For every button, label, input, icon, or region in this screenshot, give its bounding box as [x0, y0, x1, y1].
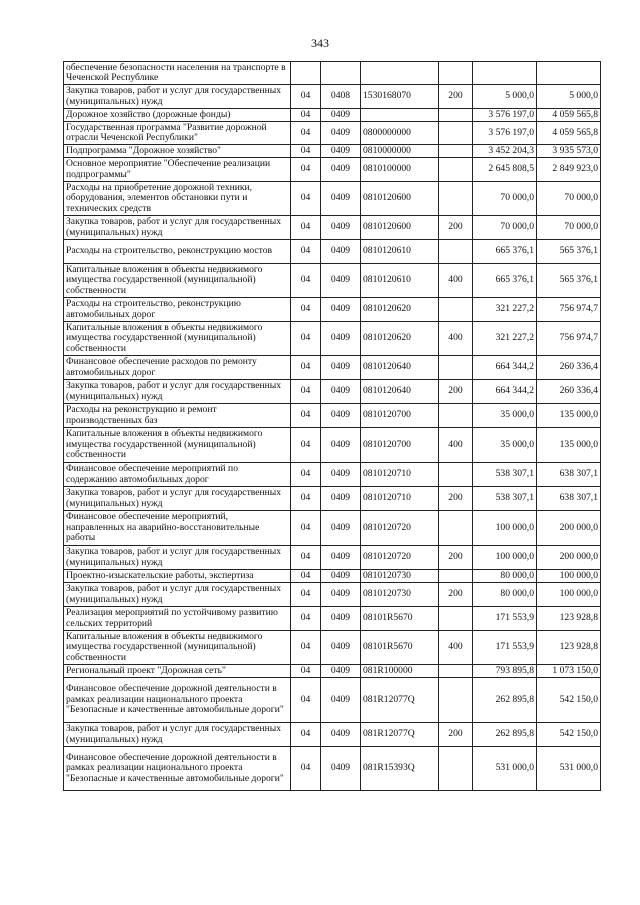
cell-v2: 4 059 565,8 — [537, 109, 601, 122]
cell-name: Основное мероприятие "Обеспечение реализации подпрограммы" — [64, 158, 291, 182]
table-row — [64, 298, 601, 322]
cell-v2: 5 000,0 — [537, 85, 601, 109]
table-row — [64, 583, 601, 607]
cell-v2: 2 849 923,0 — [537, 158, 601, 182]
cell-sec: 04 — [291, 511, 321, 546]
cell-sec: 04 — [291, 109, 321, 122]
cell-v2: 200 000,0 — [537, 511, 601, 546]
cell-v1: 5 000,0 — [473, 85, 537, 109]
cell-name: Капитальные вложения в объекты недвижимого имущества государственной (муниципальной) собственности — [64, 264, 291, 298]
cell-name: обеспечение безопасности населения на транспорте в Чеченской Республике — [64, 62, 291, 85]
cell-art: 081R12077Q — [361, 723, 439, 747]
cell-v2: 4 059 565,8 — [537, 122, 601, 145]
cell-type: 200 — [439, 380, 473, 404]
cell-type — [439, 356, 473, 380]
cell-type — [439, 145, 473, 158]
cell-v1: 171 553,9 — [473, 631, 537, 665]
cell-art: 0810120730 — [361, 570, 439, 583]
cell-sub: 0409 — [321, 631, 361, 665]
cell-name: Региональный проект "Дорожная сеть" — [64, 665, 291, 678]
cell-sec: 04 — [291, 216, 321, 240]
cell-art: 0810120620 — [361, 322, 439, 356]
cell-v1: 793 895,8 — [473, 665, 537, 678]
cell-v1: 100 000,0 — [473, 546, 537, 570]
cell-art: 0810000000 — [361, 145, 439, 158]
cell-sec: 04 — [291, 122, 321, 145]
cell-type — [439, 678, 473, 723]
cell-sec: 04 — [291, 240, 321, 264]
table-row — [64, 487, 601, 511]
table-row — [64, 322, 601, 356]
cell-v2 — [537, 62, 601, 85]
cell-type — [439, 511, 473, 546]
cell-art — [361, 109, 439, 122]
cell-v2: 100 000,0 — [537, 570, 601, 583]
cell-type — [439, 665, 473, 678]
table-row — [64, 511, 601, 546]
cell-sec: 04 — [291, 665, 321, 678]
cell-sec: 04 — [291, 747, 321, 791]
cell-v2: 70 000,0 — [537, 182, 601, 216]
table-row — [64, 380, 601, 404]
cell-art: 0810100000 — [361, 158, 439, 182]
cell-v1: 665 376,1 — [473, 240, 537, 264]
cell-type: 200 — [439, 723, 473, 747]
cell-v1: 664 344,2 — [473, 356, 537, 380]
table-row — [64, 665, 601, 678]
cell-type — [439, 747, 473, 791]
cell-sec: 04 — [291, 631, 321, 665]
cell-sec: 04 — [291, 322, 321, 356]
cell-type — [439, 109, 473, 122]
cell-type — [439, 122, 473, 145]
cell-art: 081R15393Q — [361, 747, 439, 791]
cell-type — [439, 62, 473, 85]
cell-sub: 0409 — [321, 240, 361, 264]
cell-name: Проектно-изыскательские работы, экспертиза — [64, 570, 291, 583]
cell-v1: 321 227,2 — [473, 298, 537, 322]
cell-v1: 171 553,9 — [473, 607, 537, 631]
cell-v1: 3 452 204,3 — [473, 145, 537, 158]
cell-sub: 0409 — [321, 109, 361, 122]
table-row — [64, 428, 601, 463]
cell-sec: 04 — [291, 264, 321, 298]
cell-v1: 262 895,8 — [473, 723, 537, 747]
cell-v1: 2 645 808,5 — [473, 158, 537, 182]
cell-v2: 200 000,0 — [537, 546, 601, 570]
cell-sub: 0409 — [321, 487, 361, 511]
cell-name: Капитальные вложения в объекты недвижимого имущества государственной (муниципальной) собственности — [64, 428, 291, 463]
budget-table — [63, 61, 601, 791]
cell-v1: 538 307,1 — [473, 463, 537, 487]
cell-sub: 0409 — [321, 665, 361, 678]
cell-sub: 0409 — [321, 380, 361, 404]
cell-sec: 04 — [291, 158, 321, 182]
cell-sec: 04 — [291, 570, 321, 583]
cell-v2: 756 974,7 — [537, 322, 601, 356]
cell-sub: 0409 — [321, 723, 361, 747]
cell-sub — [321, 62, 361, 85]
table-row — [64, 109, 601, 122]
table-row — [64, 85, 601, 109]
cell-name: Финансовое обеспечение мероприятий по содержанию автомобильных дорог — [64, 463, 291, 487]
table-row — [64, 631, 601, 665]
cell-v1: 531 000,0 — [473, 747, 537, 791]
cell-sub: 0409 — [321, 747, 361, 791]
cell-v1: 70 000,0 — [473, 216, 537, 240]
cell-art: 0810120620 — [361, 298, 439, 322]
cell-name: Капитальные вложения в объекты недвижимого имущества государственной (муниципальной) собственности — [64, 631, 291, 665]
cell-art: 0810120600 — [361, 216, 439, 240]
cell-v1: 35 000,0 — [473, 404, 537, 428]
cell-sub: 0409 — [321, 356, 361, 380]
cell-sub: 0409 — [321, 182, 361, 216]
cell-name: Дорожное хозяйство (дорожные фонды) — [64, 109, 291, 122]
cell-v1 — [473, 62, 537, 85]
cell-art: 08101R5670 — [361, 631, 439, 665]
cell-name: Финансовое обеспечение дорожной деятельности в рамках реализации национального проекта "Безопасные и качественные автомобильные дороги" — [64, 678, 291, 723]
table-row — [64, 463, 601, 487]
cell-v2: 756 974,7 — [537, 298, 601, 322]
cell-name: Закупка товаров, работ и услуг для государственных (муниципальных) нужд — [64, 546, 291, 570]
cell-sub: 0409 — [321, 145, 361, 158]
cell-name: Закупка товаров, работ и услуг для государственных (муниципальных) нужд — [64, 380, 291, 404]
cell-sub: 0409 — [321, 463, 361, 487]
cell-art: 0810120720 — [361, 546, 439, 570]
table-row — [64, 747, 601, 791]
cell-art: 0810120730 — [361, 583, 439, 607]
cell-art: 0810120710 — [361, 463, 439, 487]
cell-art: 0810120610 — [361, 264, 439, 298]
table-row — [64, 678, 601, 723]
cell-sec: 04 — [291, 546, 321, 570]
cell-sub: 0409 — [321, 216, 361, 240]
cell-v2: 260 336,4 — [537, 356, 601, 380]
cell-v2: 531 000,0 — [537, 747, 601, 791]
cell-sub: 0409 — [321, 298, 361, 322]
cell-v2: 100 000,0 — [537, 583, 601, 607]
table-row — [64, 546, 601, 570]
cell-type: 400 — [439, 322, 473, 356]
cell-v2: 565 376,1 — [537, 264, 601, 298]
cell-type — [439, 570, 473, 583]
cell-v2: 123 928,8 — [537, 631, 601, 665]
table-row — [64, 607, 601, 631]
cell-sec: 04 — [291, 463, 321, 487]
cell-sec: 04 — [291, 85, 321, 109]
cell-sec: 04 — [291, 583, 321, 607]
cell-sec: 04 — [291, 428, 321, 463]
cell-art — [361, 62, 439, 85]
cell-name: Закупка товаров, работ и услуг для государственных (муниципальных) нужд — [64, 85, 291, 109]
cell-v2: 135 000,0 — [537, 428, 601, 463]
cell-name: Финансовое обеспечение расходов по ремонту автомобильных дорог — [64, 356, 291, 380]
table-row — [64, 240, 601, 264]
cell-art: 0810120700 — [361, 404, 439, 428]
cell-sub: 0409 — [321, 264, 361, 298]
table-row — [64, 145, 601, 158]
cell-sec: 04 — [291, 404, 321, 428]
cell-type — [439, 298, 473, 322]
cell-art: 0810120600 — [361, 182, 439, 216]
cell-name: Расходы на строительство, реконструкцию автомобильных дорог — [64, 298, 291, 322]
cell-sec: 04 — [291, 487, 321, 511]
cell-type — [439, 607, 473, 631]
cell-art: 0810120640 — [361, 380, 439, 404]
cell-sec: 04 — [291, 723, 321, 747]
cell-v2: 70 000,0 — [537, 216, 601, 240]
cell-name: Расходы на приобретение дорожной техники, оборудования, элементов обстановки пути и технических средств — [64, 182, 291, 216]
cell-name: Реализация мероприятий по устойчивому развитию сельских территорий — [64, 607, 291, 631]
table-row — [64, 158, 601, 182]
cell-art: 0810120710 — [361, 487, 439, 511]
cell-type: 400 — [439, 428, 473, 463]
cell-sec: 04 — [291, 356, 321, 380]
cell-name: Закупка товаров, работ и услуг для государственных (муниципальных) нужд — [64, 487, 291, 511]
cell-sec: 04 — [291, 298, 321, 322]
cell-v2: 638 307,1 — [537, 487, 601, 511]
cell-sub: 0409 — [321, 511, 361, 546]
cell-sub: 0408 — [321, 85, 361, 109]
cell-v1: 321 227,2 — [473, 322, 537, 356]
cell-name: Финансовое обеспечение мероприятий, направленных на аварийно-восстановительные работы — [64, 511, 291, 546]
cell-sub: 0409 — [321, 570, 361, 583]
cell-v1: 538 307,1 — [473, 487, 537, 511]
table-row — [64, 62, 601, 85]
table-row — [64, 570, 601, 583]
cell-name: Подпрограмма "Дорожное хозяйство" — [64, 145, 291, 158]
cell-name: Расходы на строительство, реконструкцию мостов — [64, 240, 291, 264]
table-row — [64, 356, 601, 380]
cell-v1: 3 576 197,0 — [473, 122, 537, 145]
cell-v2: 123 928,8 — [537, 607, 601, 631]
cell-name: Закупка товаров, работ и услуг для государственных (муниципальных) нужд — [64, 216, 291, 240]
cell-sub: 0409 — [321, 322, 361, 356]
cell-v1: 664 344,2 — [473, 380, 537, 404]
cell-sub: 0409 — [321, 428, 361, 463]
cell-v1: 3 576 197,0 — [473, 109, 537, 122]
cell-type: 200 — [439, 85, 473, 109]
cell-name: Расходы на реконструкцию и ремонт производственных баз — [64, 404, 291, 428]
cell-art: 1530168070 — [361, 85, 439, 109]
cell-v2: 542 150,0 — [537, 678, 601, 723]
cell-type — [439, 404, 473, 428]
cell-v1: 70 000,0 — [473, 182, 537, 216]
cell-name: Финансовое обеспечение дорожной деятельности в рамках реализации национального проекта "Безопасные и качественные автомобильные дороги" — [64, 747, 291, 791]
cell-sub: 0409 — [321, 404, 361, 428]
table-row — [64, 723, 601, 747]
cell-v2: 3 935 573,0 — [537, 145, 601, 158]
cell-type: 200 — [439, 216, 473, 240]
cell-type: 200 — [439, 583, 473, 607]
cell-sub: 0409 — [321, 158, 361, 182]
cell-v2: 260 336,4 — [537, 380, 601, 404]
cell-type — [439, 240, 473, 264]
cell-art: 0810120700 — [361, 428, 439, 463]
cell-sec: 04 — [291, 678, 321, 723]
cell-v2: 135 000,0 — [537, 404, 601, 428]
cell-type: 200 — [439, 487, 473, 511]
cell-type: 200 — [439, 546, 473, 570]
cell-art: 0800000000 — [361, 122, 439, 145]
cell-sub: 0409 — [321, 546, 361, 570]
cell-v1: 665 376,1 — [473, 264, 537, 298]
cell-sub: 0409 — [321, 607, 361, 631]
cell-name: Закупка товаров, работ и услуг для государственных (муниципальных) нужд — [64, 723, 291, 747]
cell-sub: 0409 — [321, 122, 361, 145]
cell-sec: 04 — [291, 607, 321, 631]
cell-v2: 542 150,0 — [537, 723, 601, 747]
cell-art: 0810120610 — [361, 240, 439, 264]
page-number: 343 — [311, 36, 329, 50]
table-row — [64, 216, 601, 240]
cell-v1: 80 000,0 — [473, 570, 537, 583]
cell-art: 0810120720 — [361, 511, 439, 546]
table-row — [64, 404, 601, 428]
table-row — [64, 122, 601, 145]
cell-art: 0810120640 — [361, 356, 439, 380]
cell-art: 081R100000 — [361, 665, 439, 678]
cell-sec — [291, 62, 321, 85]
cell-type — [439, 463, 473, 487]
cell-art: 081R12077Q — [361, 678, 439, 723]
cell-v2: 638 307,1 — [537, 463, 601, 487]
cell-type: 400 — [439, 631, 473, 665]
cell-sub: 0409 — [321, 678, 361, 723]
cell-v1: 100 000,0 — [473, 511, 537, 546]
cell-sec: 04 — [291, 380, 321, 404]
cell-type — [439, 158, 473, 182]
cell-type — [439, 182, 473, 216]
cell-name: Закупка товаров, работ и услуг для государственных (муниципальных) нужд — [64, 583, 291, 607]
cell-type: 400 — [439, 264, 473, 298]
cell-v2: 565 376,1 — [537, 240, 601, 264]
cell-v1: 80 000,0 — [473, 583, 537, 607]
cell-art: 08101R5670 — [361, 607, 439, 631]
table-row — [64, 182, 601, 216]
cell-v1: 35 000,0 — [473, 428, 537, 463]
cell-v1: 262 895,8 — [473, 678, 537, 723]
table-row — [64, 264, 601, 298]
cell-v2: 1 073 150,0 — [537, 665, 601, 678]
cell-sec: 04 — [291, 182, 321, 216]
cell-name: Государственная программа "Развитие дорожной отрасли Чеченской Республики" — [64, 122, 291, 145]
cell-name: Капитальные вложения в объекты недвижимого имущества государственной (муниципальной) собственности — [64, 322, 291, 356]
cell-sec: 04 — [291, 145, 321, 158]
cell-sub: 0409 — [321, 583, 361, 607]
